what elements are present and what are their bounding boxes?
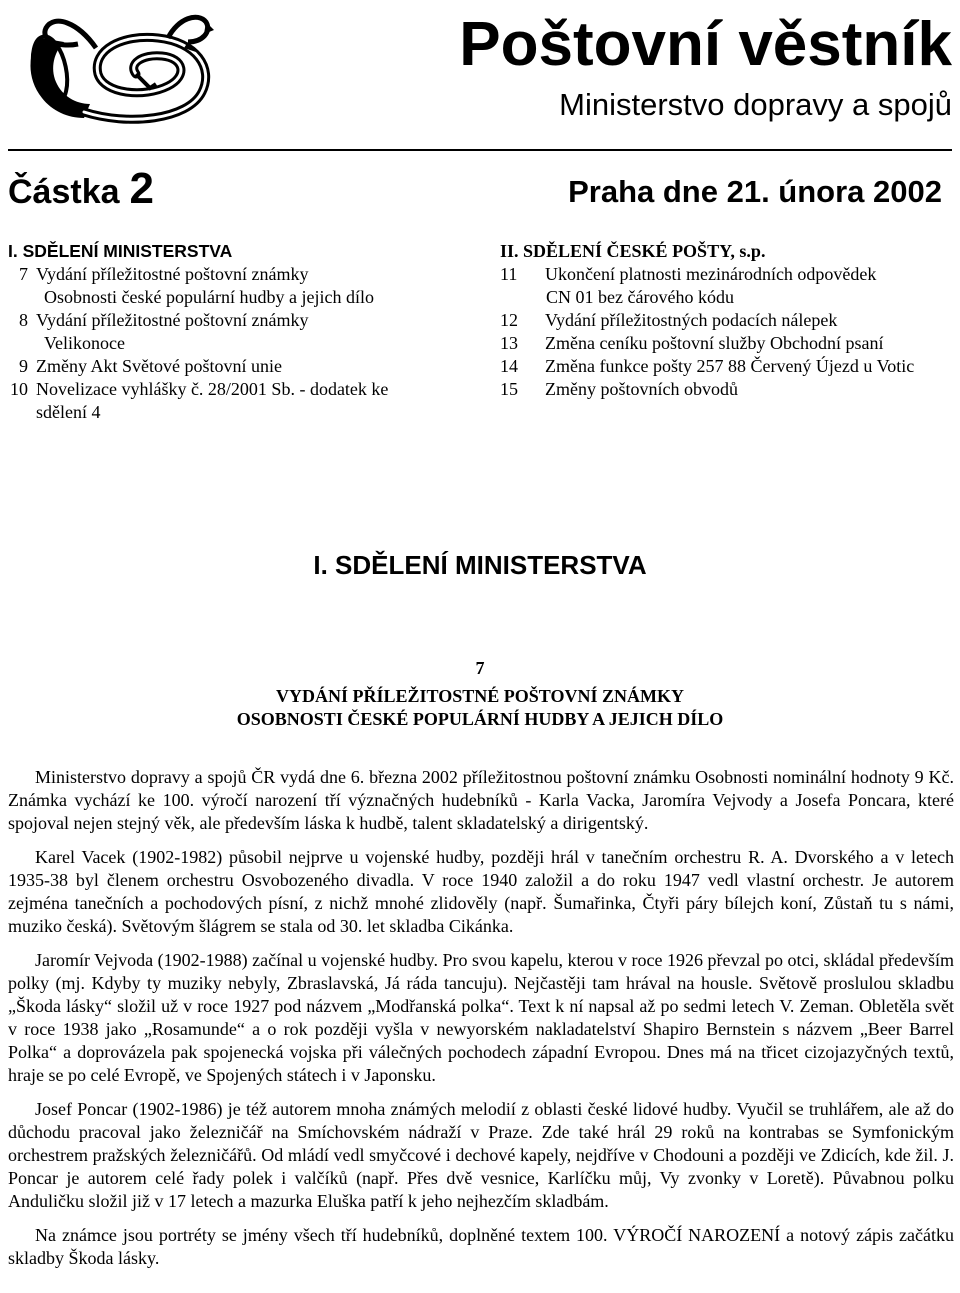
article-number: 7 — [475, 658, 485, 678]
toc-item-continuation: Osobnosti české populární hudby a jejich dílo — [44, 287, 374, 307]
article-paragraph: Ministerstvo dopravy a spojů ČR vydá dne 6. března 2002 příležitostnou poštovní známku Osobnosti nominální hodnoty 9 Kč. Známka vychází ke 100. výročí narození tří význačných hudebníků - Karla Vacka, Jaromíra Vejvody a Josefa Poncara, které spojoval nejen stejný věk, ale především láska k hudbě, talent skladatelský a dirigentský. — [8, 767, 954, 833]
toc-item[interactable] — [8, 263, 458, 286]
toc-item-number: 14 — [500, 356, 518, 376]
toc-item-text: Vydání příležitostných podacích nálepek — [545, 310, 838, 330]
toc-item[interactable] — [8, 309, 458, 332]
toc-item-text: Změna funkce pošty 257 88 Červený Újezd u Votic — [545, 356, 915, 376]
header-divider — [8, 149, 952, 151]
toc-item-number: 11 — [500, 264, 518, 284]
issue-date: Praha dne 21. února 2002 — [568, 174, 942, 209]
page-subtitle: Ministerstvo dopravy a spojů — [559, 87, 952, 122]
toc-item-number: 12 — [500, 310, 518, 330]
article-paragraph: Na známce jsou portréty se jmény všech tří hudebníků, doplněné textem 100. VÝROČÍ NAROZENÍ a notový zápis začátku skladby Škoda lásky. — [8, 1225, 954, 1268]
toc-item-continuation: CN 01 bez čárového kódu — [546, 287, 734, 307]
toc-item-number: 9 — [19, 356, 28, 376]
article-body — [8, 766, 954, 1281]
toc-item-text: Vydání příležitostné poštovní známky — [36, 264, 309, 284]
toc-item-text: Vydání příležitostné poštovní známky — [36, 310, 309, 330]
article-paragraph: Karel Vacek (1902-1982) působil nejprve u vojenské hudby, později hrál v tanečním orchestru R. A. Dvorského a v letech 1935-38 byl členem orchestru Osvobozeného divadla. V roce 1940 založil a do roku 1947 vedl vlastní orchestr. Je autorem zejména tanečních a pochodových písní, z nichž mnohé zlidověly (např. Šumařinka, Čtyři páry bílejch koní, Zůstaň tu s námi, muziko česká). Světovým šlágrem se stala od 30. let skladba Cikánka. — [8, 847, 954, 936]
issue-label: Částka — [8, 173, 120, 211]
toc-item-text: Novelizace vyhlášky č. 28/2001 Sb. - dodatek ke — [36, 379, 389, 399]
post-horn-logo — [18, 8, 232, 130]
article-heading — [0, 657, 960, 731]
toc-item[interactable] — [500, 309, 955, 332]
toc-item[interactable] — [500, 355, 955, 378]
toc-item-number: 8 — [19, 310, 28, 330]
toc-item-text: Změny poštovních obvodů — [545, 379, 738, 399]
toc-right-column — [500, 240, 955, 401]
issue-number: 2 — [129, 164, 154, 213]
toc-left-column — [8, 240, 458, 424]
toc-item-continuation: Velikonoce — [44, 333, 125, 353]
toc-item-text: Ukončení platnosti mezinárodních odpovědek — [545, 264, 877, 284]
toc-item[interactable] — [500, 378, 955, 401]
toc-item[interactable] — [500, 332, 955, 355]
issue-label-group — [8, 165, 154, 216]
page-title: Poštovní věstník — [459, 10, 952, 79]
article-paragraph: Jaromír Vejvoda (1902-1988) začínal u vojenské hudby. Pro svou kapelu, kterou v roce 1926 převzal po otci, skládal především polky (mj. Kdyby ty muziky nebyly, Zbraslavská, Já ráda tancuju). Nejčastěji tam hrával na housle. Světově proslulou skladbu „Škoda lásky“ složil už v roce 1927 pod názvem „Modřanská polka“. Text k ní napsal až po sedmi letech V. Zeman. Obletěla svět v roce 1938 jako „Rosamunde“ a o rok později vyšla v newyorském nakladatelství Shapiro Bernstein s názvem „Beer Barrel Polka“ a doprovázela pak spojenecká vojska při válečných pochodech západní Evropou. Dnes má na třicet cizojazyčných textů, hraje se po celé Evropě, ve Spojených státech i v Japonsku. — [8, 950, 954, 1085]
toc-item[interactable] — [8, 378, 458, 401]
toc-item[interactable] — [500, 263, 955, 286]
toc-item-number: 15 — [500, 379, 518, 399]
toc-item-text: Změny Akt Světové poštovní unie — [36, 356, 282, 376]
toc-item-number: 13 — [500, 333, 518, 353]
toc-item-number: 7 — [19, 264, 28, 284]
toc-item-text: Změna ceníku poštovní služby Obchodní psaní — [545, 333, 884, 353]
toc-item-number: 10 — [10, 379, 28, 399]
article-title-line2: OSOBNOSTI ČESKÉ POPULÁRNÍ HUDBY A JEJICH DÍLO — [236, 709, 724, 729]
toc-right-heading: II. SDĚLENÍ ČESKÉ POŠTY, s.p. — [500, 241, 766, 261]
toc-left-heading: I. SDĚLENÍ MINISTERSTVA — [8, 241, 233, 261]
section-title: I. SDĚLENÍ MINISTERSTVA — [313, 550, 647, 580]
toc-item-continuation: sdělení 4 — [36, 402, 101, 422]
post-horn-icon — [18, 8, 232, 130]
article-paragraph: Josef Poncar (1902-1986) je též autorem mnoha známých melodií z oblasti české lidové hudby. Vyučil se truhlářem, ale až do důchodu pracoval jako železničář na Smíchovském nádraží v Praze. Zde také hrál 29 roků na kontrabas se Symfonickým orchestrem pražských železničářů. Od mládí vedl smyčcové i dechové kapely, nejdříve v Chodouni a později ve Zdicích, kde žil. J. Poncar je autorem celé řady polek i valčíků (např. Přes dvě vesnice, Karlíčku můj, Vy zvonky v Loretě). Půvabnou polku Anduličku složil již v 17 letech a mazurka Eluška patří k jeho nejhezčím skladbám. — [8, 1099, 954, 1211]
article-title-line1: VYDÁNÍ PŘÍLEŽITOSTNÉ POŠTOVNÍ ZNÁMKY — [276, 686, 684, 706]
toc-item[interactable] — [8, 355, 458, 378]
